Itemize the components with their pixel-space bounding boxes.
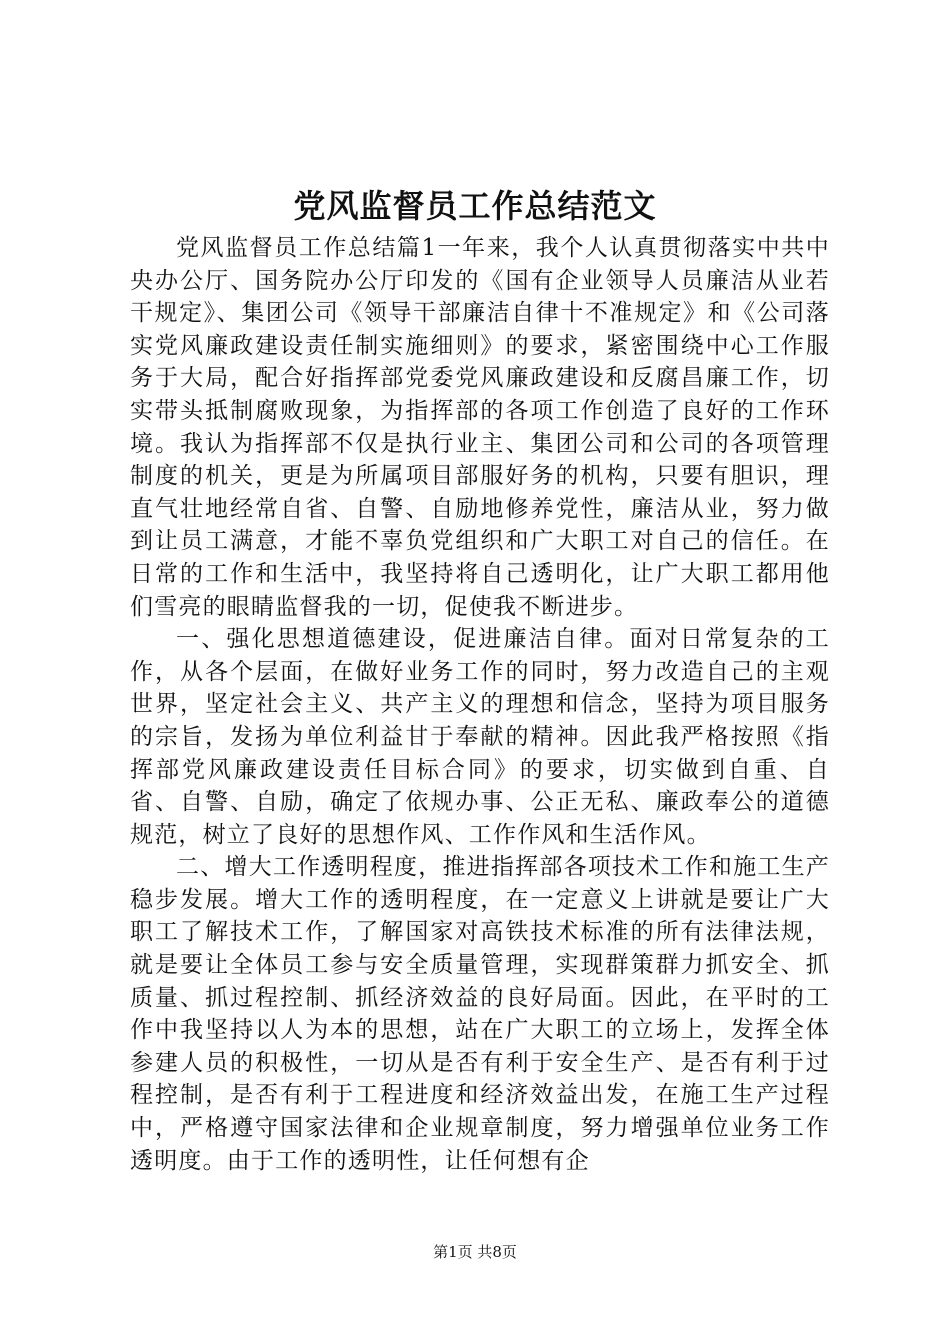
paragraph-section-2: 二、增大工作透明程度，推进指挥部各项技术工作和施工生产稳步发展。增大工作的透明程度，在一定意义上讲就是要让广大职工了解技术工作，了解国家对高铁技术标准的所有法律法规，就是要让全体员工参与安全质量管理，实现群策群力抓安全、抓质量、抓过程控制、抓经济效益的良好局面。因此，在平时的工作中我坚持以人为本的思想，站在广大职工的立场上，发挥全体参建人员的积极性，一切从是否有利于安全生产、是否有利于过程控制，是否有利于工程进度和经济效益出发，在施工生产过程中，严格遵守国家法律和企业规章制度，努力增强单位业务工作透明度。由于工作的透明性，让任何想有企: [130, 854, 830, 1174]
document-title: 党风监督员工作总结范文: [293, 187, 657, 225]
paragraph-intro: 党风监督员工作总结篇1一年来，我个人认真贯彻落实中共中央办公厅、国务院办公厅印发的《国有企业领导人员廉洁从业若干规定》、集团公司《领导干部廉洁自律十不准规定》和《公司落实党风廉政建设责任制实施细则》的要求，紧密围绕中心工作服务于大局，配合好指挥部党委党风廉政建设和反腐昌廉工作，切实带头抵制腐败现象，为指挥部的各项工作创造了良好的工作环境。我认为指挥部不仅是执行业主、集团公司和公司的各项管理制度的机关，更是为所属项目部服好务的机构，只要有胆识，理直气壮地经常自省、自警、自励地修养党性，廉洁从业，努力做到让员工满意，才能不辜负党组织和广大职工对自己的信任。在日常的工作和生活中，我坚持将自己透明化，让广大职工都用他们雪亮的眼睛监督我的一切，促使我不断进步。: [130, 235, 830, 620]
paragraph-section-1: 一、强化思想道德建设，促进廉洁自律。面对日常复杂的工作，从各个层面，在做好业务工作的同时，努力改造自己的主观世界，坚定社会主义、共产主义的理想和信念，坚持为项目服务的宗旨，发扬为单位利益甘于奉献的精神。因此我严格按照《指挥部党风廉政建设责任目标合同》的要求，切实做到自重、自省、自警、自励，确定了依规办事、公正无私、廉政奉公的道德规范，树立了良好的思想作风、工作作风和生活作风。: [130, 626, 830, 848]
document-body: [130, 232, 830, 1177]
page-footer: 第1页 共8页: [433, 1243, 517, 1261]
